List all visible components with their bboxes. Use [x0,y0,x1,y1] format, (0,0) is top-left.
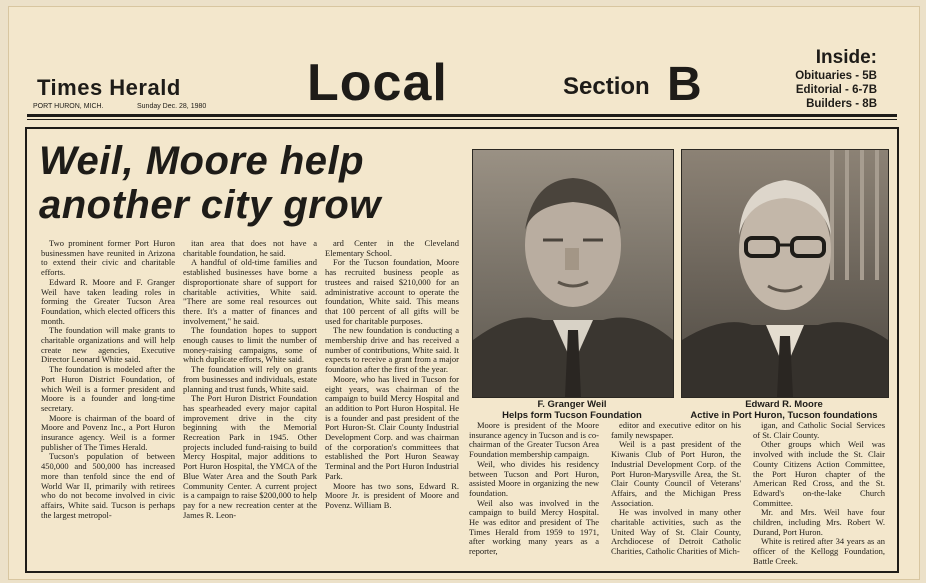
photo-caption-weil [472,399,672,421]
article-paragraph: editor and executive editor on his family newspaper. [611,421,741,440]
article-paragraph: White is retired after 34 years as an officer of the Kellogg Foundation, Battle Creek. [753,536,885,566]
article-paragraph: Moore has two sons, Edward R. Moore Jr. is president of Moore and Povenz. William B. [325,480,459,510]
masthead-rule [27,114,897,117]
article-paragraph: The foundation hopes to support enough causes to limit the number of money-raising campaigns, some of which duplicate efforts, White said. [183,325,317,365]
headline [39,139,479,227]
article-column-2 [183,239,317,569]
article-paragraph: Other groups which Weil was involved with include the St. Clair County Citizens Action Committee, the Port Huron chapter of the American Red Cross, and the St. Edward's on-the-lake Church Committee. [753,439,885,508]
caption-name: Edward R. Moore [745,399,823,410]
inside-item: Obituaries - 5B [795,70,877,82]
article-paragraph: Weil also was involved in the campaign to build Mercy Hospital. He was editor and president of The Times Herald from 1959 to 1971, after working many years as a reporter, [469,497,599,557]
article-column-4 [469,421,599,569]
inside-item: Editorial - 6-7B [795,84,877,96]
article-paragraph: Mr. and Mrs. Weil have four children, including Mrs. Robert W. Durand, Port Huron. [753,507,885,537]
masthead [9,7,919,122]
article-paragraph: Weil is a past president of the Kiwanis Club of Port Huron, the Industrial Development Corp. of the Port Huron-Marysville Area, the St. Clair County Council of Veterans' Affairs, and the Michigan Press Association. [611,439,741,508]
article-paragraph: For the Tucson foundation, Moore has recruited business people as trustees and raised $210,000 for an administrative account to operate the foundation, White said. This means that 100 percent of all gifts will be used for charitable purposes. [325,257,459,326]
article-paragraph: itan area that does not have a charitable foundation, he said. [183,239,317,258]
article-paragraph: The Port Huron District Foundation has spearheaded every major capital improvement drive in the city beginning with the Memorial Recreation Park in 1945. Other projects included fund-raising to build Mercy Hospital, major additions to Port Huron Hospital, the YMCA of the Blue Water Area and the South Park Community Center. A current project is a campaign to raise $200,000 to help pay for a new recreation center at the James R. Leon- [183,393,317,520]
section-letter: B [667,58,702,111]
article-column-3 [325,239,459,569]
article-paragraph: Moore is chairman of the board of Moore and Povenz Inc., a Port Huron insurance agency. Weil is a former publisher of The Times Herald. [41,412,175,452]
caption-name: F. Granger Weil [537,399,607,410]
article-paragraph: Tucson's population of between 450,000 and 500,000 has increased more than tenfold since the end of World War II, primarily with retirees who do not become involved in civic affairs, White said. Tucson is perhaps the largest metropol- [41,451,175,520]
photo-caption-moore [681,399,887,421]
masthead-rule-thin [27,119,897,120]
headline-line: another city grow [39,183,381,227]
article-paragraph: Edward R. Moore and F. Granger Weil have taken leading roles in forming the Greater Tucson Area Foundation, which elected officers this month. [41,276,175,326]
article-paragraph: igan, and Catholic Social Services of St. Clair County. [753,421,885,440]
article-column-6 [753,421,885,569]
date-line: Sunday Dec. 28, 1980 [137,103,207,110]
location-line: PORT HURON, MICH. [33,103,104,110]
newspaper-name: Times Herald [37,75,181,100]
headline-line: Weil, Moore help [39,139,365,183]
inside-heading: Inside: [815,47,877,68]
article-paragraph: The foundation will rely on grants from businesses and individuals, estate planning and trust funds, White said. [183,364,317,394]
caption-subtitle: Active in Port Huron, Tucson foundations [690,410,878,421]
article-paragraph: Weil, who divides his residency between Tucson and Port Huron, assisted Moore in organizing the new foundation. [469,458,599,498]
article [25,127,899,573]
inside-index [795,69,877,111]
section-title: Local [307,54,448,112]
newspaper-page [8,6,920,580]
article-column-5 [611,421,741,569]
article-paragraph: The foundation will make grants to charitable organizations and will help create new agencies, Executive Director Leonard White said. [41,325,175,365]
article-paragraph: A handful of old-time families and established businesses have borne a disproportionate share of support for charitable activities, White said. "There are some real resources out there. It's a matter of finances and involvement," he said. [183,257,317,326]
article-paragraph: The foundation is modeled after the Port Huron District Foundation, of which Weil is a former president and Moore is a founder and long-time secretary. [41,364,175,413]
photo-weil [472,149,674,398]
article-paragraph: He was involved in many other charitable activities, such as the United Way of St. Clair County, Archdiocese of Detroit Catholic Charities, Catholic Charities of Mich- [611,507,741,557]
article-paragraph: Moore, who has lived in Tucson for eight years, was chairman of the campaign to build Mercy Hospital and an addition to Port Huron Hospital. He is a founder and past president of the Port Huron-St. Clair County Industrial Development Corp. and was chairman of the corporation's committees that established the Port Huron Seaway Terminal and the Port Huron Industrial Park. [325,373,459,481]
article-column-1 [41,239,175,569]
article-paragraph: Two prominent former Port Huron businessmen have reunited in Arizona to extend their civic and charitable efforts. [41,239,175,278]
photo-moore [681,149,889,398]
article-paragraph: Moore is president of the Moore insurance agency in Tucson and is co-chairman of the Greater Tucson Area Foundation membership campaign. [469,421,599,460]
section-label: Section [563,73,650,100]
caption-subtitle: Helps form Tucson Foundation [502,410,642,421]
article-paragraph: ard Center in the Cleveland Elementary School. [325,239,459,258]
inside-item: Builders - 8B [806,98,877,110]
article-paragraph: The new foundation is conducting a membership drive and has received a number of contributions, White said. It expects to receive a grant from a major foundation after the first of the year. [325,325,459,375]
